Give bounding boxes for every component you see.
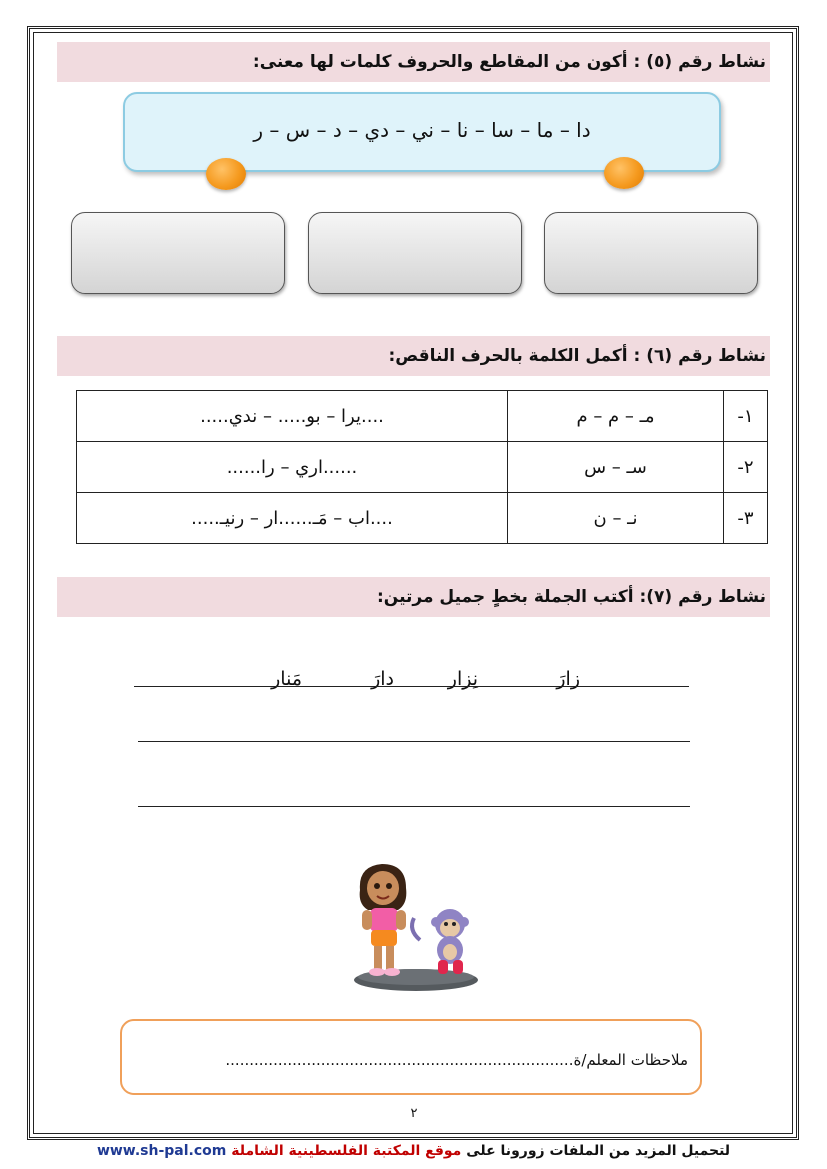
row-number: ٣- bbox=[724, 493, 768, 544]
sentence-word: نِزار bbox=[447, 668, 478, 690]
row-letters: نـ – ن bbox=[508, 493, 724, 544]
sentence-word: زارَ bbox=[556, 668, 580, 690]
syllables-text: دا – ما – سا – نا – ني – دي – د – س – ر bbox=[253, 118, 591, 142]
teacher-notes-label: ملاحظات المعلم/ة......................................................................... bbox=[225, 1051, 688, 1069]
row-words[interactable]: ......اري – را...... bbox=[77, 442, 508, 493]
footer-url[interactable]: www.sh-pal.com bbox=[96, 1143, 227, 1159]
writing-line-1[interactable] bbox=[134, 686, 689, 687]
sentence-word: مَنار bbox=[271, 668, 302, 690]
cartoon-illustration bbox=[350, 860, 482, 994]
writing-line-2[interactable] bbox=[138, 741, 690, 742]
footer-prefix: لتحميل المزيد من الملفات زورونا على bbox=[466, 1143, 731, 1159]
activity5-title: نشاط رقم (٥) : أكون من المقاطع والحروف كلمات لها معنى: bbox=[252, 52, 766, 72]
row-words[interactable]: ....اب – مَـ......ار – رنيـ..... bbox=[77, 493, 508, 544]
model-sentence bbox=[138, 668, 690, 698]
row-number: ١- bbox=[724, 391, 768, 442]
table-row bbox=[77, 391, 768, 442]
activity5-header bbox=[57, 42, 770, 82]
answer-box-2[interactable] bbox=[308, 212, 522, 294]
sentence-word: دارَ bbox=[371, 668, 394, 690]
writing-line-3[interactable] bbox=[138, 806, 690, 807]
activity6-title: نشاط رقم (٦) : أكمل الكلمة بالحرف الناقص: bbox=[388, 346, 766, 366]
page-number: ٢ bbox=[410, 1106, 418, 1121]
missing-letter-table bbox=[76, 390, 768, 544]
orange-knob-right bbox=[604, 157, 644, 189]
row-letters: مـ – م – م bbox=[508, 391, 724, 442]
activity7-header bbox=[57, 577, 770, 617]
activity6-header bbox=[57, 336, 770, 376]
activity7-title: نشاط رقم (٧): أكتب الجملة بخطٍ جميل مرتين: bbox=[376, 587, 766, 607]
answer-box-3[interactable] bbox=[71, 212, 285, 294]
table-row bbox=[77, 493, 768, 544]
teacher-notes-box[interactable] bbox=[120, 1019, 702, 1095]
footer-library: موقع المكتبة الفلسطينية الشاملة bbox=[231, 1143, 462, 1159]
answer-box-1[interactable] bbox=[544, 212, 758, 294]
row-words[interactable]: ....يرا – بو..... – ندي..... bbox=[77, 391, 508, 442]
orange-knob-left bbox=[206, 158, 246, 190]
dora-boots-icon bbox=[350, 860, 482, 994]
row-letters: سـ – س bbox=[508, 442, 724, 493]
footer bbox=[0, 1143, 827, 1159]
row-number: ٢- bbox=[724, 442, 768, 493]
table-row bbox=[77, 442, 768, 493]
